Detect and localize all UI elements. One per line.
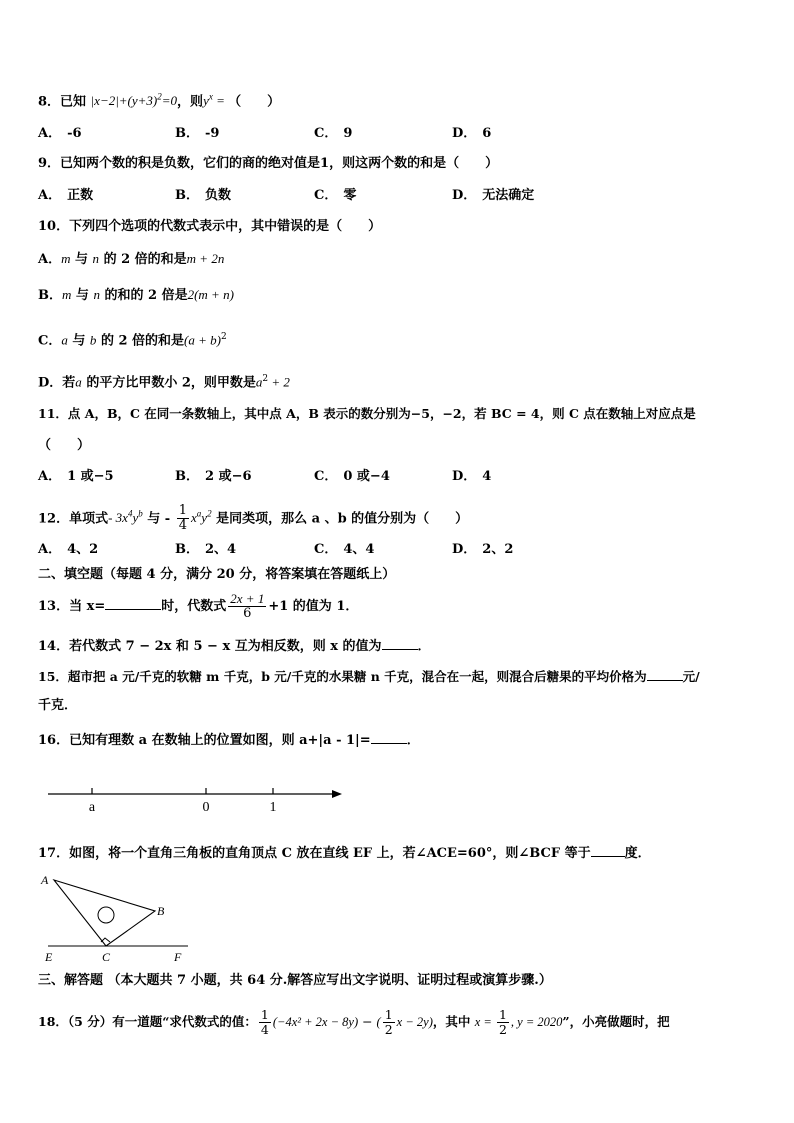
- question-17: 17．如图，将一个直角三角板的直角顶点 C 放在直线 EF 上，若∠ACE=60°，则∠BCF 等于 度．: [38, 843, 651, 863]
- section-3-heading: 三、解答题 （本大题共 7 小题，共 64 分.解答应写出文字说明、证明过程或演算步骤.）: [38, 973, 552, 988]
- q13-blank[interactable]: [105, 596, 161, 610]
- q10-option-c[interactable]: C．a 与 b 的 2 倍的和是$(a + b)^2$: [38, 332, 227, 349]
- q17-blank[interactable]: [591, 843, 625, 857]
- q10-option-a[interactable]: A．m 与 n 的 2 倍的和是m + 2n: [38, 251, 225, 267]
- question-9: 9．已知两个数的积是负数，它们的商的绝对值是1，则这两个数的和是（ ）: [38, 156, 499, 171]
- q10-option-d[interactable]: D．若a 的平方比甲数小 2，则甲数是$a^2 + 2$: [38, 374, 290, 391]
- label-c: C: [102, 950, 111, 964]
- q15-blank[interactable]: [647, 667, 683, 681]
- label-e: E: [45, 950, 53, 964]
- q8-option-a[interactable]: A． -6: [38, 126, 82, 141]
- number-line-label-one: 1: [269, 800, 277, 815]
- triangle-figure: [38, 870, 198, 966]
- question-13: 13．当 x= 时，代数式 $\frac{2x + 1}{6}$ +1 的值为 1．: [38, 591, 359, 621]
- q11-option-a[interactable]: A． 1 或−5: [38, 469, 114, 484]
- q9-option-c[interactable]: C． 零: [314, 188, 357, 203]
- question-11: 11．点 A，B，C 在同一条数轴上，其中点 A，B 表示的数分别为−5，−2，若 BC = 4，则 C 点在数轴上对应点是: [38, 406, 696, 421]
- label-f: F: [174, 950, 182, 964]
- question-15-cont: 千克．: [38, 698, 78, 713]
- q8-expression: $|x-2|+(y+3)^2=0$: [90, 92, 178, 109]
- label-b: B: [157, 904, 165, 918]
- question-10: 10．下列四个选项的代数式表示中，其中错误的是（ ）: [38, 219, 382, 234]
- section-2-heading: 二、填空题（每题 4 分，满分 20 分，将答案填在答题纸上）: [38, 567, 396, 582]
- q8-option-b[interactable]: B． -9: [175, 126, 220, 141]
- number-line-label-zero: 0: [202, 800, 210, 815]
- q11-option-d[interactable]: D． 4: [452, 469, 492, 484]
- q8-power: $y^x$ =: [203, 92, 229, 109]
- q9-option-d[interactable]: D． 无法确定: [452, 188, 535, 203]
- q11-option-c[interactable]: C． 0 或−4: [314, 469, 390, 484]
- q12-option-a[interactable]: A． 4、2: [38, 542, 99, 557]
- q9-option-a[interactable]: A． 正数: [38, 188, 94, 203]
- number-line-label-a: a: [88, 800, 96, 815]
- q9-option-b[interactable]: B． 负数: [175, 188, 232, 203]
- q8-option-c[interactable]: C． 9: [314, 126, 353, 141]
- q10-option-b[interactable]: B．m 与 n 的和的 2 倍是2(m + n): [38, 287, 234, 303]
- question-11-paren: （ ）: [38, 438, 91, 453]
- q12-option-b[interactable]: B． 2、4: [175, 542, 237, 557]
- question-12: 12．单项式- $3x^4y^b$ 与 - $\frac{1}{4}$ $x^ay^2$ 是同类项，那么 a 、b 的值分别为（ ）: [38, 503, 469, 534]
- question-16: 16．已知有理数 a 在数轴上的位置如图，则 a+|a - 1|= ．: [38, 730, 420, 750]
- q12-option-c[interactable]: C． 4、4: [314, 542, 375, 557]
- q16-blank[interactable]: [371, 730, 407, 744]
- q14-blank[interactable]: [382, 636, 418, 650]
- number-line-figure: [40, 780, 350, 820]
- question-8: 8．已知 $|x-2|+(y+3)^2=0$，则$y^x$ = （ ）: [38, 92, 281, 110]
- question-18: 18．（5 分）有一道题“求代数式的值： $\frac{1}{4}$ (−4x² + 2x − 8y) − ( $\frac{1}{2}$ x − 2y)，其中 x = $\frac{1}{2}$ , y = 2020”，小亮做题时，把: [38, 1007, 670, 1037]
- q12-option-d[interactable]: D． 2、2: [452, 542, 514, 557]
- question-15: 15．超市把 a 元/千克的软糖 m 千克，b 元/千克的水果糖 n 千克，混合在一起，则混合后糖果的平均价格为 元/: [38, 669, 700, 684]
- label-a: A: [41, 873, 49, 887]
- question-14: 14．若代数式 7 − 2x 和 5 − x 互为相反数，则 x 的值为 ．: [38, 636, 431, 656]
- q8-option-d[interactable]: D． 6: [452, 126, 492, 141]
- q11-option-b[interactable]: B． 2 或−6: [175, 469, 252, 484]
